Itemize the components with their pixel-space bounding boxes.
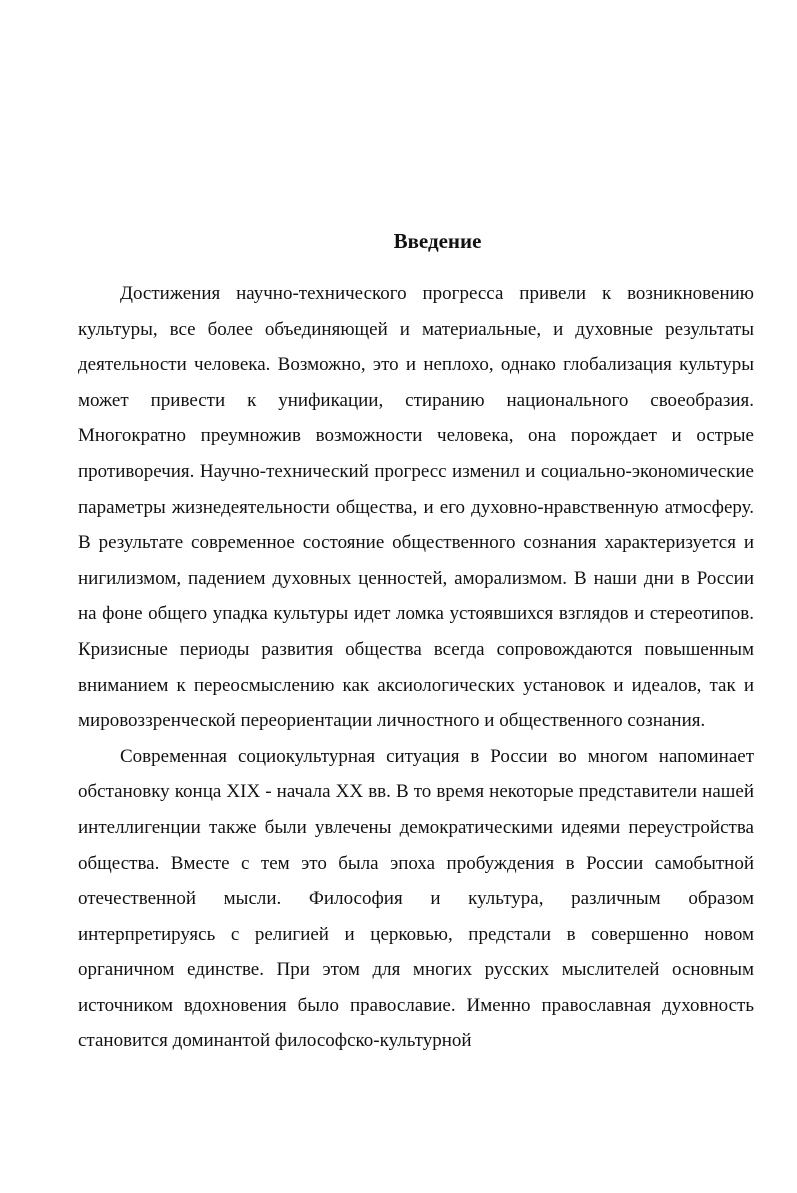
page-title: Введение	[393, 229, 482, 253]
paragraph-1: Достижения научно-технического прогресса привели к возникновению культуры, все более объединяющей и материальные, и духовные результаты деятельности человека. Возможно, это и неплохо, однако глобализация культуры может привести к унификации, стиранию национального своеобразия. Многократно преумножив возможности человека, она порождает и острые противоречия. Научно-технический прогресс изменил и социально-экономические параметры жизнедеятельности общества, и его духовно-нравственную атмосферу. В результате современное состояние общественного сознания характеризуется и нигилизмом, падением духовных ценностей, аморализмом. В наши дни в России на фоне общего упадка культуры идет ломка устоявшихся взглядов и стереотипов. Кризисные периоды развития общества всегда сопровождаются повышенным вниманием к переосмыслению как аксиологических установок и идеалов, так и мировоззренческой переориентации личностного и общественного сознания.	[78, 283, 754, 732]
document-body	[78, 276, 754, 1059]
paragraph-2: Современная социокультурная ситуация в России во многом напоминает обстановку конца XIX - начала XX вв. В то время некоторые представители нашей интеллигенции также были увлечены демократическими идеями переустройства общества. Вместе с тем это была эпоха пробуждения в России самобытной отечественной мысли. Философия и культура, различным образом интерпретируясь с религией и церковью, предстали в совершенно новом органичном единстве. При этом для многих русских мыслителей основным источником вдохновения было православие. Именно православная духовность становится доминантой философско-культурной	[78, 745, 754, 1052]
